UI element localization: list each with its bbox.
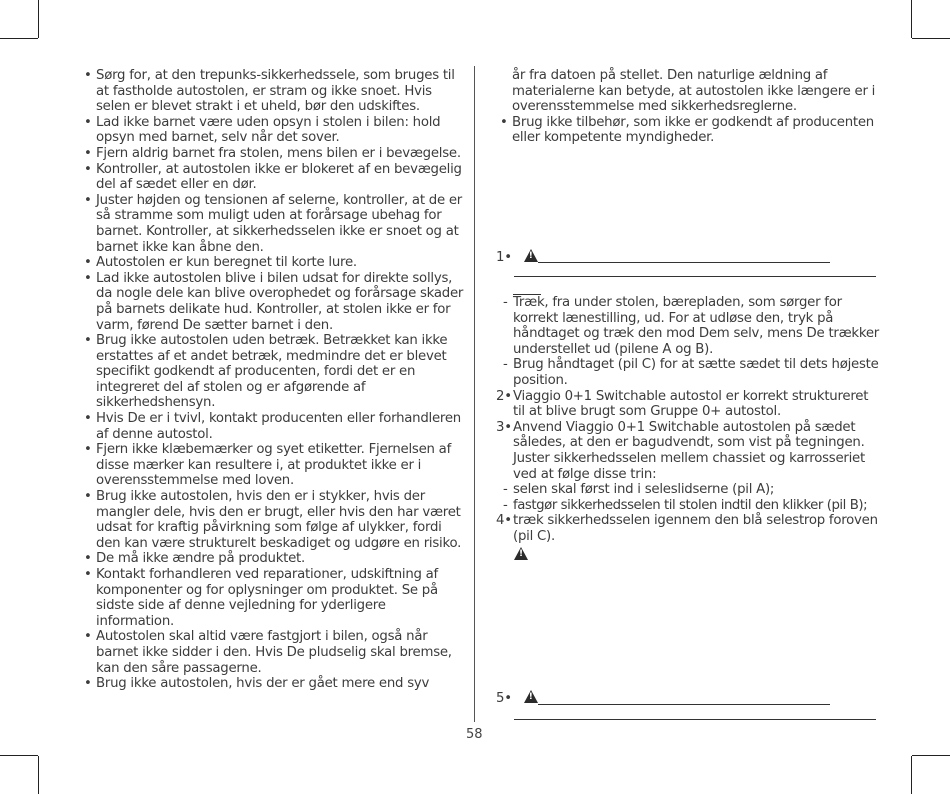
list-item: • Autostolen er kun beregnet til korte lure.: [84, 255, 357, 271]
bullet-text: Autostolen skal altid være fastgjort i bilen, også når barnet ikke sidder i den. Hvis De pludselig skal bremse, kan den såre passagerne.: [96, 629, 452, 676]
list-item: • Lad ikke barnet være uden opsyn i stolen i bilen: hold opsyn med barnet, selv når det sover.: [84, 114, 441, 146]
step-number: 1•: [496, 250, 512, 265]
list-item: • Kontroller, at autostolen ikke er blokeret af en bevægelig del af sædet eller en dør.: [84, 161, 462, 193]
step-number: 3•: [496, 419, 512, 435]
step-text: fastgør sikkerhedsselen til stolen indtil den klikker (pil B);: [513, 497, 868, 513]
steps-body: [496, 295, 880, 563]
bullet-text: De må ikke ændre på produktet.: [96, 551, 305, 567]
bullet-text: Brug ikke autostolen, hvis der er gået mere end syv: [96, 676, 430, 692]
crop-mark: [912, 755, 950, 756]
bullet-text: Fjern aldrig barnet fra stolen, mens bilen er i bevægelse.: [96, 145, 461, 161]
bullet-text: Fjern ikke klæbemærker og syet etiketter. Fjernelsen af disse mærker kan resultere i, at produktet ikke er i overensstemmelse med loven.: [96, 442, 452, 489]
bullet-text: Brug ikke autostolen, hvis den er i stykker, hvis der mangler dele, hvis den er brugt, eller hvis den har været udsat for kraftig påvirkning som følge af ulykker, fordi den kan være strukturelt beskadiget og udgøre en risiko.: [96, 489, 462, 551]
right-column-top: [500, 68, 884, 146]
crop-mark: [38, 0, 39, 38]
list-item: • Fjern aldrig barnet fra stolen, mens bilen er i bevægelse.: [84, 145, 461, 161]
list-item: • Fjern ikke klæbemærker og syet etiketter. Fjernelsen af disse mærker kan resultere i, at produktet ikke er i overensstemmelse med loven.: [84, 442, 452, 489]
list-item: - selen skal først ind i seleslidserne (pil A);: [503, 482, 775, 498]
rule-line: [538, 262, 830, 263]
list-item: [496, 389, 880, 420]
list-item: - Træk, fra under stolen, bærepladen, som sørger for korrekt lænestilling, ud. For at udløse den, tryk på håndtaget og træk den mod Dem selv, mens De trækker understellet ud (pilene A og B).: [503, 295, 880, 357]
page-number: 58: [466, 727, 483, 742]
list-item: - Brug håndtaget (pil C) for at sætte sædet til dets højeste position.: [503, 357, 879, 388]
rule-line: [514, 276, 876, 277]
bullet-text: Lad ikke autostolen blive i bilen udsat for direkte sollys, da nogle dele kan blive overophedet og forårsage skader på barnets delikate hud. Kontroller, at stolen ikke er for varm, førend De sætter barnet i den.: [96, 270, 464, 333]
crop-mark: [38, 756, 39, 794]
list-item: [496, 513, 880, 544]
bullet-text: Juster højden og tensionen af selerne, kontroller, at de er så stramme som muligt uden at forårsage ubehag for barnet. Kontroller, at sikkerhedsselen ikke er snoet og at barnet ikke kan åbne den.: [96, 192, 463, 255]
warning-icon: [514, 547, 528, 560]
list-item: • Brug ikke autostolen, hvis der er gået mere end syv: [84, 676, 430, 692]
list-item: • Brug ikke tilbehør, som ikke er godkendt af producenten eller kompetente myndigheder.: [500, 114, 874, 146]
warning-icon: [524, 249, 538, 262]
bullet-text: Kontroller, at autostolen ikke er blokeret af en bevægelig del af sædet eller en dør.: [96, 161, 462, 193]
rule-line: [538, 704, 830, 705]
list-item: • Kontakt forhandleren ved reparationer, udskiftning af komponenter og for oplysninger om produktet. Se på sidste side af denne vejledning for yderligere information.: [84, 567, 438, 629]
list-item: • Autostolen skal altid være fastgjort i bilen, også når barnet ikke sidder i den. Hvis De pludselig skal bremse, kan den såre passagerne.: [84, 629, 452, 676]
step-number: 4•: [496, 513, 512, 529]
step-text: træk sikkerhedsselen igennem den blå selestrop foroven (pil C).: [513, 513, 878, 544]
step-text: Viaggio 0+1 Switchable autostol er korrekt struktureret til at blive brugt som Gruppe 0+ autostol.: [513, 388, 869, 420]
list-item: [496, 420, 880, 482]
step-text: Anvend Viaggio 0+1 Switchable autostolen på sædet således, at den er bagudvendt, som vist på tegningen. Juster sikkerhedsselen mellem chassiet og karrosseriet ved at følge disse trin:: [513, 419, 865, 482]
bullet-text: Hvis De er i tvivl, kontakt producenten eller forhandleren af denne autostol.: [96, 411, 461, 442]
rule-line: [514, 719, 876, 720]
crop-mark: [912, 38, 950, 39]
bullet-text: Brug ikke tilbehør, som ikke er godkendt af producenten eller kompetente myndigheder.: [512, 114, 874, 146]
list-item: • Sørg for, at den trepunks-sikkerhedssele, som bruges til at fastholde autostolen, er stram og ikke snoet. Hvis selen er blevet strakt i et uheld, bør den udskiftes.: [84, 68, 455, 115]
step-number: 2•: [496, 388, 512, 404]
warning-icon: [524, 690, 538, 703]
crop-mark: [0, 755, 38, 756]
column-divider: [474, 66, 475, 722]
step-text: selen skal først ind i seleslidserne (pil A);: [513, 482, 775, 498]
bullet-text: Kontakt forhandleren ved reparationer, udskiftning af komponenter og for oplysninger om produktet. Se på sidste side af denne vejledning for yderligere information.: [96, 567, 438, 629]
bullet-text: Lad ikke barnet være uden opsyn i stolen i bilen: hold opsyn med barnet, selv når det sover.: [96, 114, 441, 146]
crop-mark: [911, 0, 912, 38]
list-item: • Brug ikke autostolen uden betræk. Betrækket kan ikke erstattes af et andet betræk, medmindre det er blevet specifikt godkendt af producenten, fordi det er en integreret del af stolen og er afgørende af sikkerhedshensyn.: [84, 333, 448, 411]
step-text: Brug håndtaget (pil C) for at sætte sædet til dets højeste position.: [513, 357, 879, 388]
list-item: • Brug ikke autostolen, hvis den er i stykker, hvis der mangler dele, hvis den er brugt, eller hvis den har været udsat for kraftig påvirkning som følge af ulykker, fordi den kan være strukturelt beskadiget og udgøre en risiko.: [84, 489, 462, 551]
step-number: 5•: [496, 691, 512, 706]
list-item: • De må ikke ændre på produktet.: [84, 551, 305, 567]
step-text: Træk, fra under stolen, bærepladen, som sørger for korrekt lænestilling, ud. For at udløse den, tryk på håndtaget og træk den mod Dem selv, mens De trækker understellet ud (pilene A og B).: [513, 295, 880, 357]
list-item: • Juster højden og tensionen af selerne, kontroller, at de er så stramme som muligt uden at forårsage ubehag for barnet. Kontroller, at sikkerhedsselen ikke er snoet og at barnet ikke kan åbne den.: [84, 192, 463, 255]
left-column: [84, 68, 464, 692]
bullet-text: Sørg for, at den trepunks-sikkerhedssele, som bruges til at fastholde autostolen, er stram og ikke snoet. Hvis selen er blevet strakt i et uheld, bør den udskiftes.: [96, 68, 455, 115]
bullet-text: Autostolen er kun beregnet til korte lure.: [96, 255, 357, 271]
crop-mark: [0, 38, 38, 39]
step-1-header: [496, 249, 880, 266]
list-item: - fastgør sikkerhedsselen til stolen indtil den klikker (pil B);: [503, 497, 868, 513]
crop-mark: [911, 756, 912, 794]
list-item: • Lad ikke autostolen blive i bilen udsat for direkte sollys, da nogle dele kan blive overophedet og forårsage skader på barnets delikate hud. Kontroller, at stolen ikke er for varm, førend De sætter barnet i den.: [84, 270, 464, 333]
list-item: • Hvis De er i tvivl, kontakt producenten eller forhandleren af denne autostol.: [84, 411, 461, 442]
warning-row: [496, 547, 880, 564]
bullet-text: Brug ikke autostolen uden betræk. Betrækket kan ikke erstattes af et andet betræk, medmindre det er blevet specifikt godkendt af producenten, fordi det er en integreret del af stolen og er afgørende af sikkerhedshensyn.: [96, 333, 448, 411]
continuation-text: år fra datoen på stellet. Den naturlige ældning af materialerne kan betyde, at autostolen ikke længere er i overensstemmelse med sikkerhedsreglerne.: [512, 68, 876, 115]
